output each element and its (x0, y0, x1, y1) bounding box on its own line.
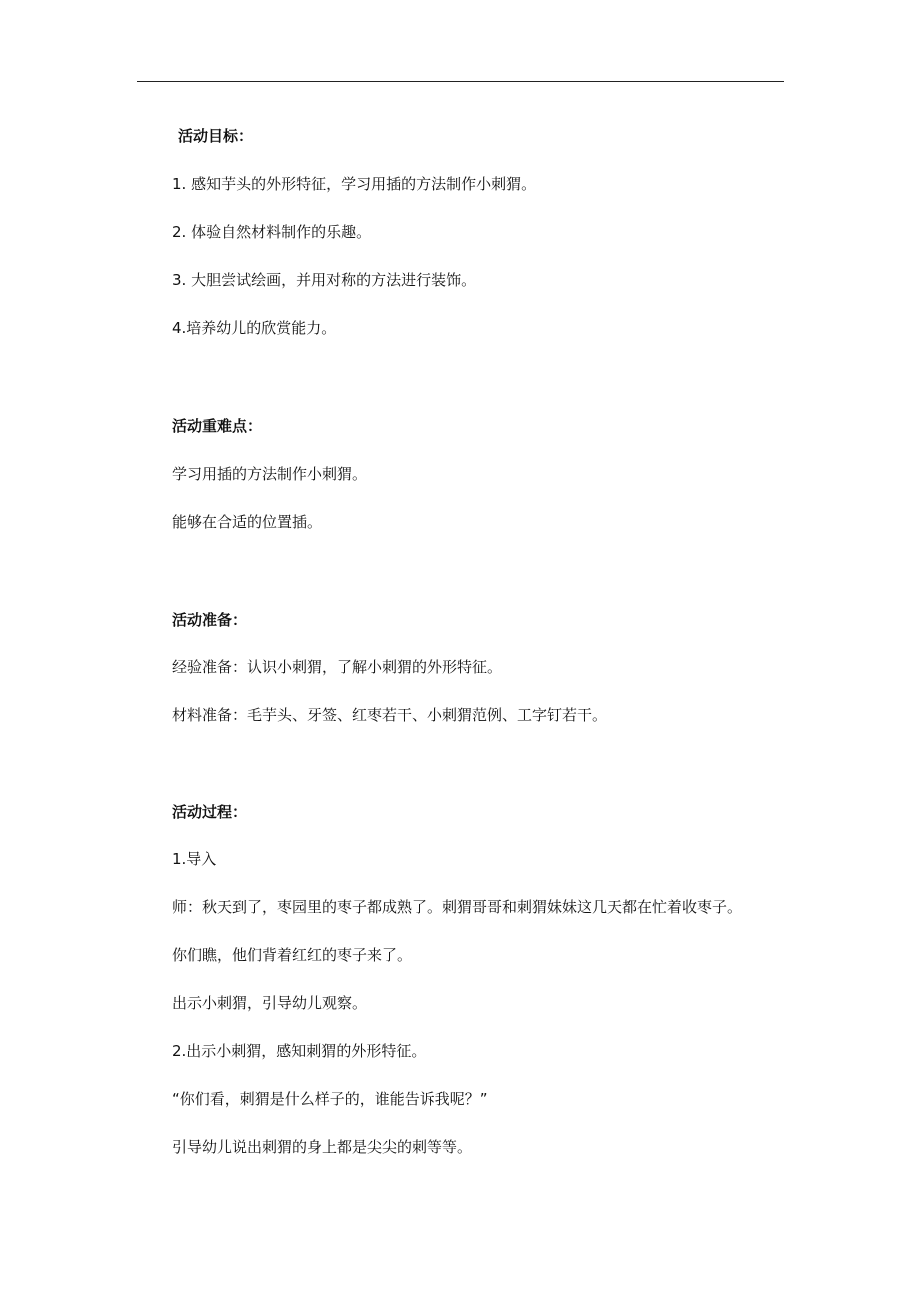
goal-item: 3. 大胆尝试绘画，并用对称的方法进行装饰。 (172, 271, 477, 289)
preparation-heading: 活动准备： (172, 611, 248, 629)
process-item: 出示小刺猬，引导幼儿观察。 (172, 994, 368, 1012)
process-item: 2.出示小刺猬，感知刺猬的外形特征。 (172, 1042, 427, 1060)
header-rule (137, 81, 784, 82)
key-point-item: 学习用插的方法制作小刺猬。 (172, 465, 368, 483)
goal-item: 2. 体验自然材料制作的乐趣。 (172, 223, 372, 241)
preparation-item: 经验准备：认识小刺猬，了解小刺猬的外形特征。 (172, 658, 503, 676)
goals-heading: 活动目标： (178, 127, 254, 145)
process-item: 师：秋天到了，枣园里的枣子都成熟了。刺猬哥哥和刺猬妹妹这几天都在忙着收枣子。 (172, 898, 743, 916)
process-item: 引导幼儿说出刺猬的身上都是尖尖的刺等等。 (172, 1138, 473, 1156)
goal-item: 1. 感知芋头的外形特征，学习用插的方法制作小刺猬。 (172, 175, 537, 193)
process-heading: 活动过程： (172, 803, 248, 821)
key-point-item: 能够在合适的位置插。 (172, 513, 323, 531)
process-item: “你们看，刺猬是什么样子的，谁能告诉我呢？” (172, 1090, 488, 1108)
preparation-item: 材料准备：毛芋头、牙签、红枣若干、小刺猬范例、工字钉若干。 (172, 706, 608, 724)
goal-item: 4.培养幼儿的欣赏能力。 (172, 319, 337, 337)
key-points-heading: 活动重难点： (172, 417, 263, 435)
process-item: 你们瞧，他们背着红红的枣子来了。 (172, 946, 413, 964)
process-item: 1.导入 (172, 850, 217, 868)
